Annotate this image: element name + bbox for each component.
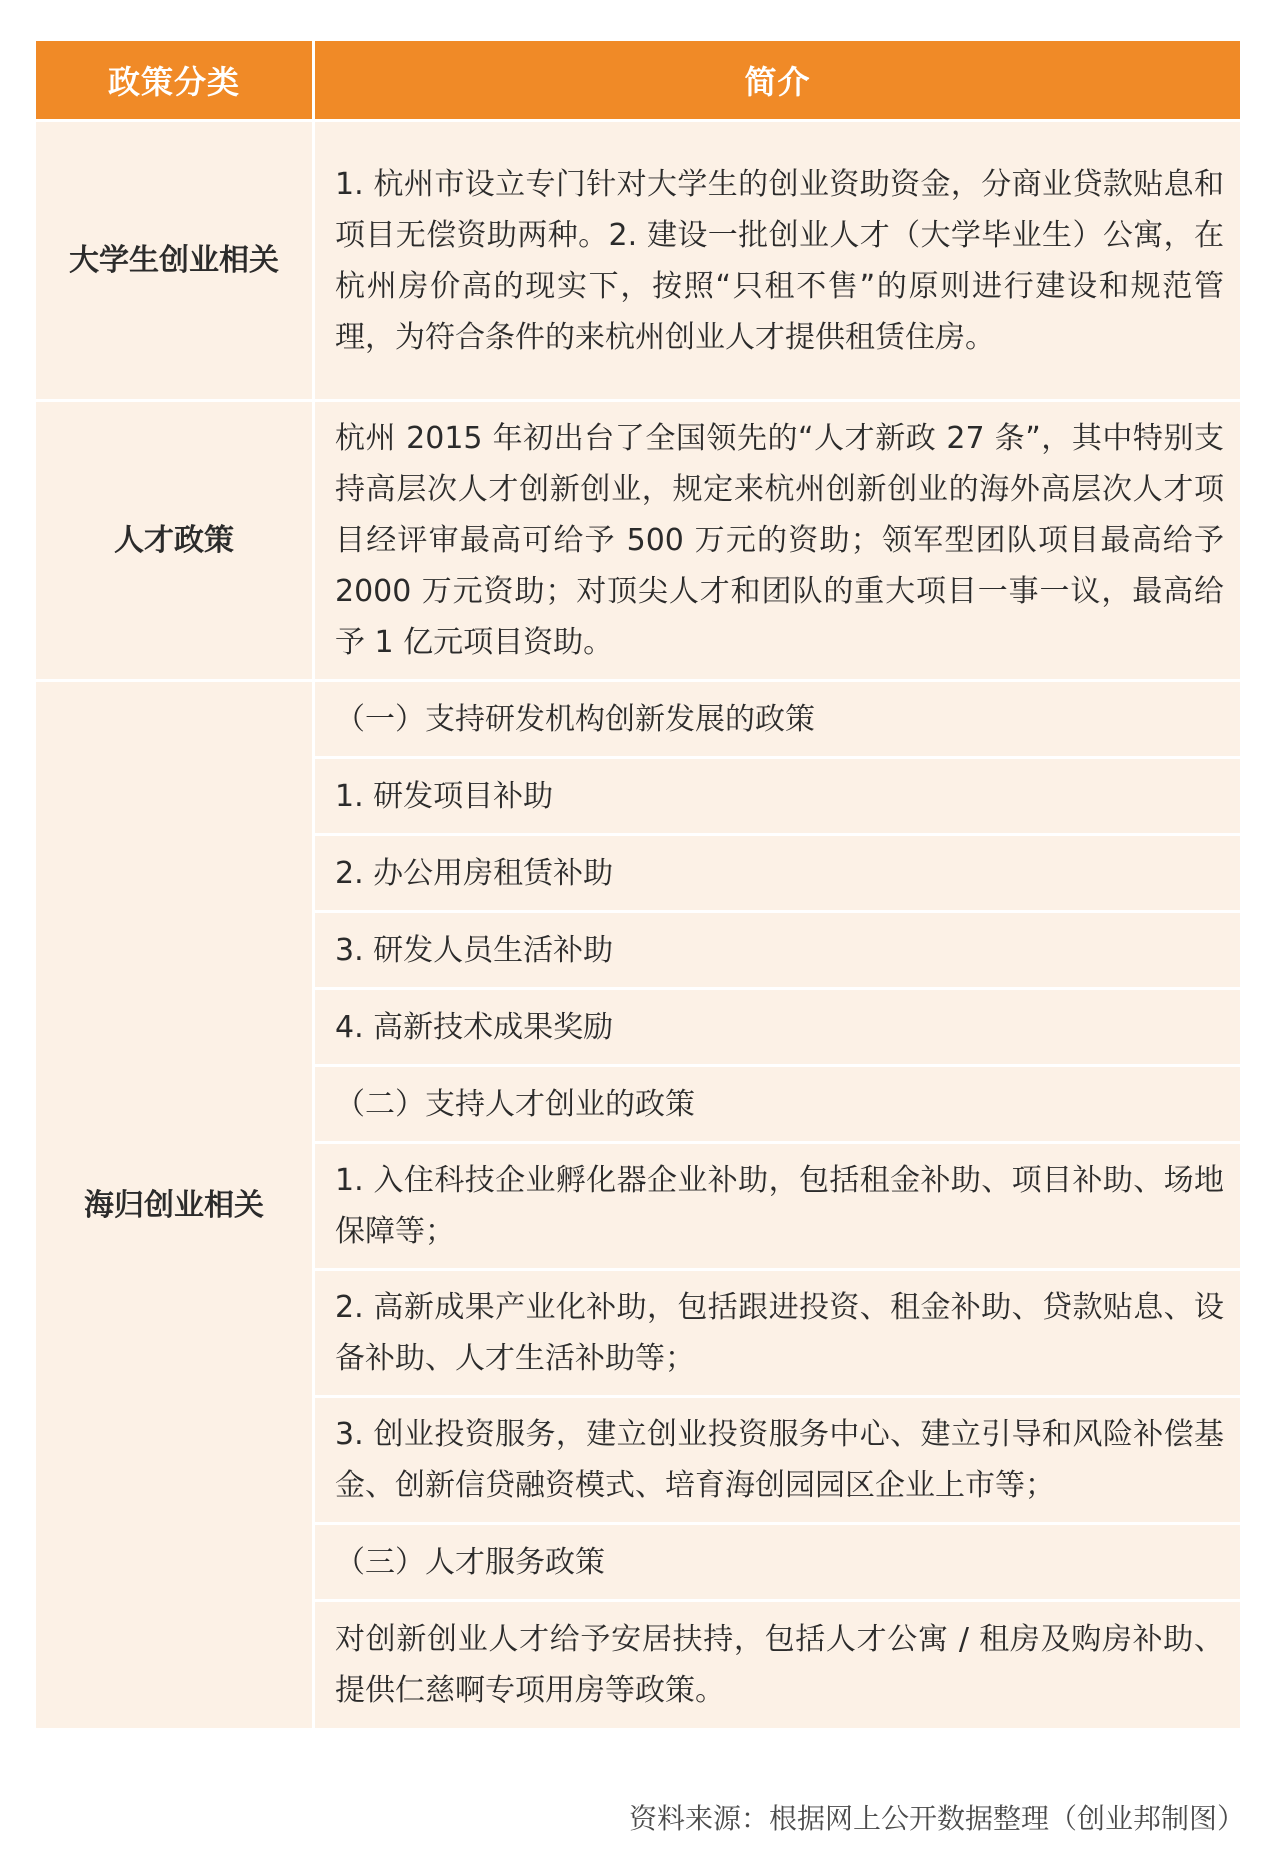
list-item: 对创新创业人才给予安居扶持，包括人才公寓 / 租房及购房补助、提供仁慈啊专项用房等政策。 <box>315 1602 1240 1728</box>
list-item: 1. 研发项目补助 <box>315 759 1240 833</box>
header-category: 政策分类 <box>36 41 312 119</box>
category-cell: 人才政策 <box>36 402 312 679</box>
table-header-row <box>36 41 1240 119</box>
list-item: 3. 创业投资服务，建立创业投资服务中心、建立引导和风险补偿基金、创新信贷融资模式、培育海创园园区企业上市等； <box>315 1398 1240 1522</box>
list-item: 1. 入住科技企业孵化器企业补助，包括租金补助、项目补助、场地保障等； <box>315 1144 1240 1268</box>
category-cell: 大学生创业相关 <box>36 122 312 399</box>
table-row <box>36 682 1240 756</box>
source-note: 资料来源：根据网上公开数据整理（创业邦制图） <box>628 1802 1245 1835</box>
list-item: 4. 高新技术成果奖励 <box>315 990 1240 1064</box>
section-heading: （三）人才服务政策 <box>315 1525 1240 1599</box>
section-heading: （二）支持人才创业的政策 <box>315 1067 1240 1141</box>
header-summary: 简介 <box>315 41 1240 119</box>
list-item: 2. 高新成果产业化补助，包括跟进投资、租金补助、贷款贴息、设备补助、人才生活补助等； <box>315 1271 1240 1395</box>
table-row <box>36 122 1240 399</box>
category-cell: 海归创业相关 <box>36 682 312 1728</box>
table-row <box>36 402 1240 679</box>
section-heading: （一）支持研发机构创新发展的政策 <box>315 682 1240 756</box>
summary-cell: 1. 杭州市设立专门针对大学生的创业资助资金，分商业贷款贴息和项目无偿资助两种。2. 建设一批创业人才（大学毕业生）公寓，在杭州房价高的现实下，按照“只租不售”的原则进行建设和规范管理，为符合条件的来杭州创业人才提供租赁住房。 <box>315 122 1240 399</box>
list-item: 3. 研发人员生活补助 <box>315 913 1240 987</box>
policy-table <box>33 38 1243 1731</box>
list-item: 2. 办公用房租赁补助 <box>315 836 1240 910</box>
summary-cell: 杭州 2015 年初出台了全国领先的“人才新政 27 条”，其中特别支持高层次人才创新创业，规定来杭州创新创业的海外高层次人才项目经评审最高可给予 500 万元的资助；领军型团队项目最高给予 2000 万元资助；对顶尖人才和团队的重大项目一事一议，最高给予 1 亿元项目资助。 <box>315 402 1240 679</box>
